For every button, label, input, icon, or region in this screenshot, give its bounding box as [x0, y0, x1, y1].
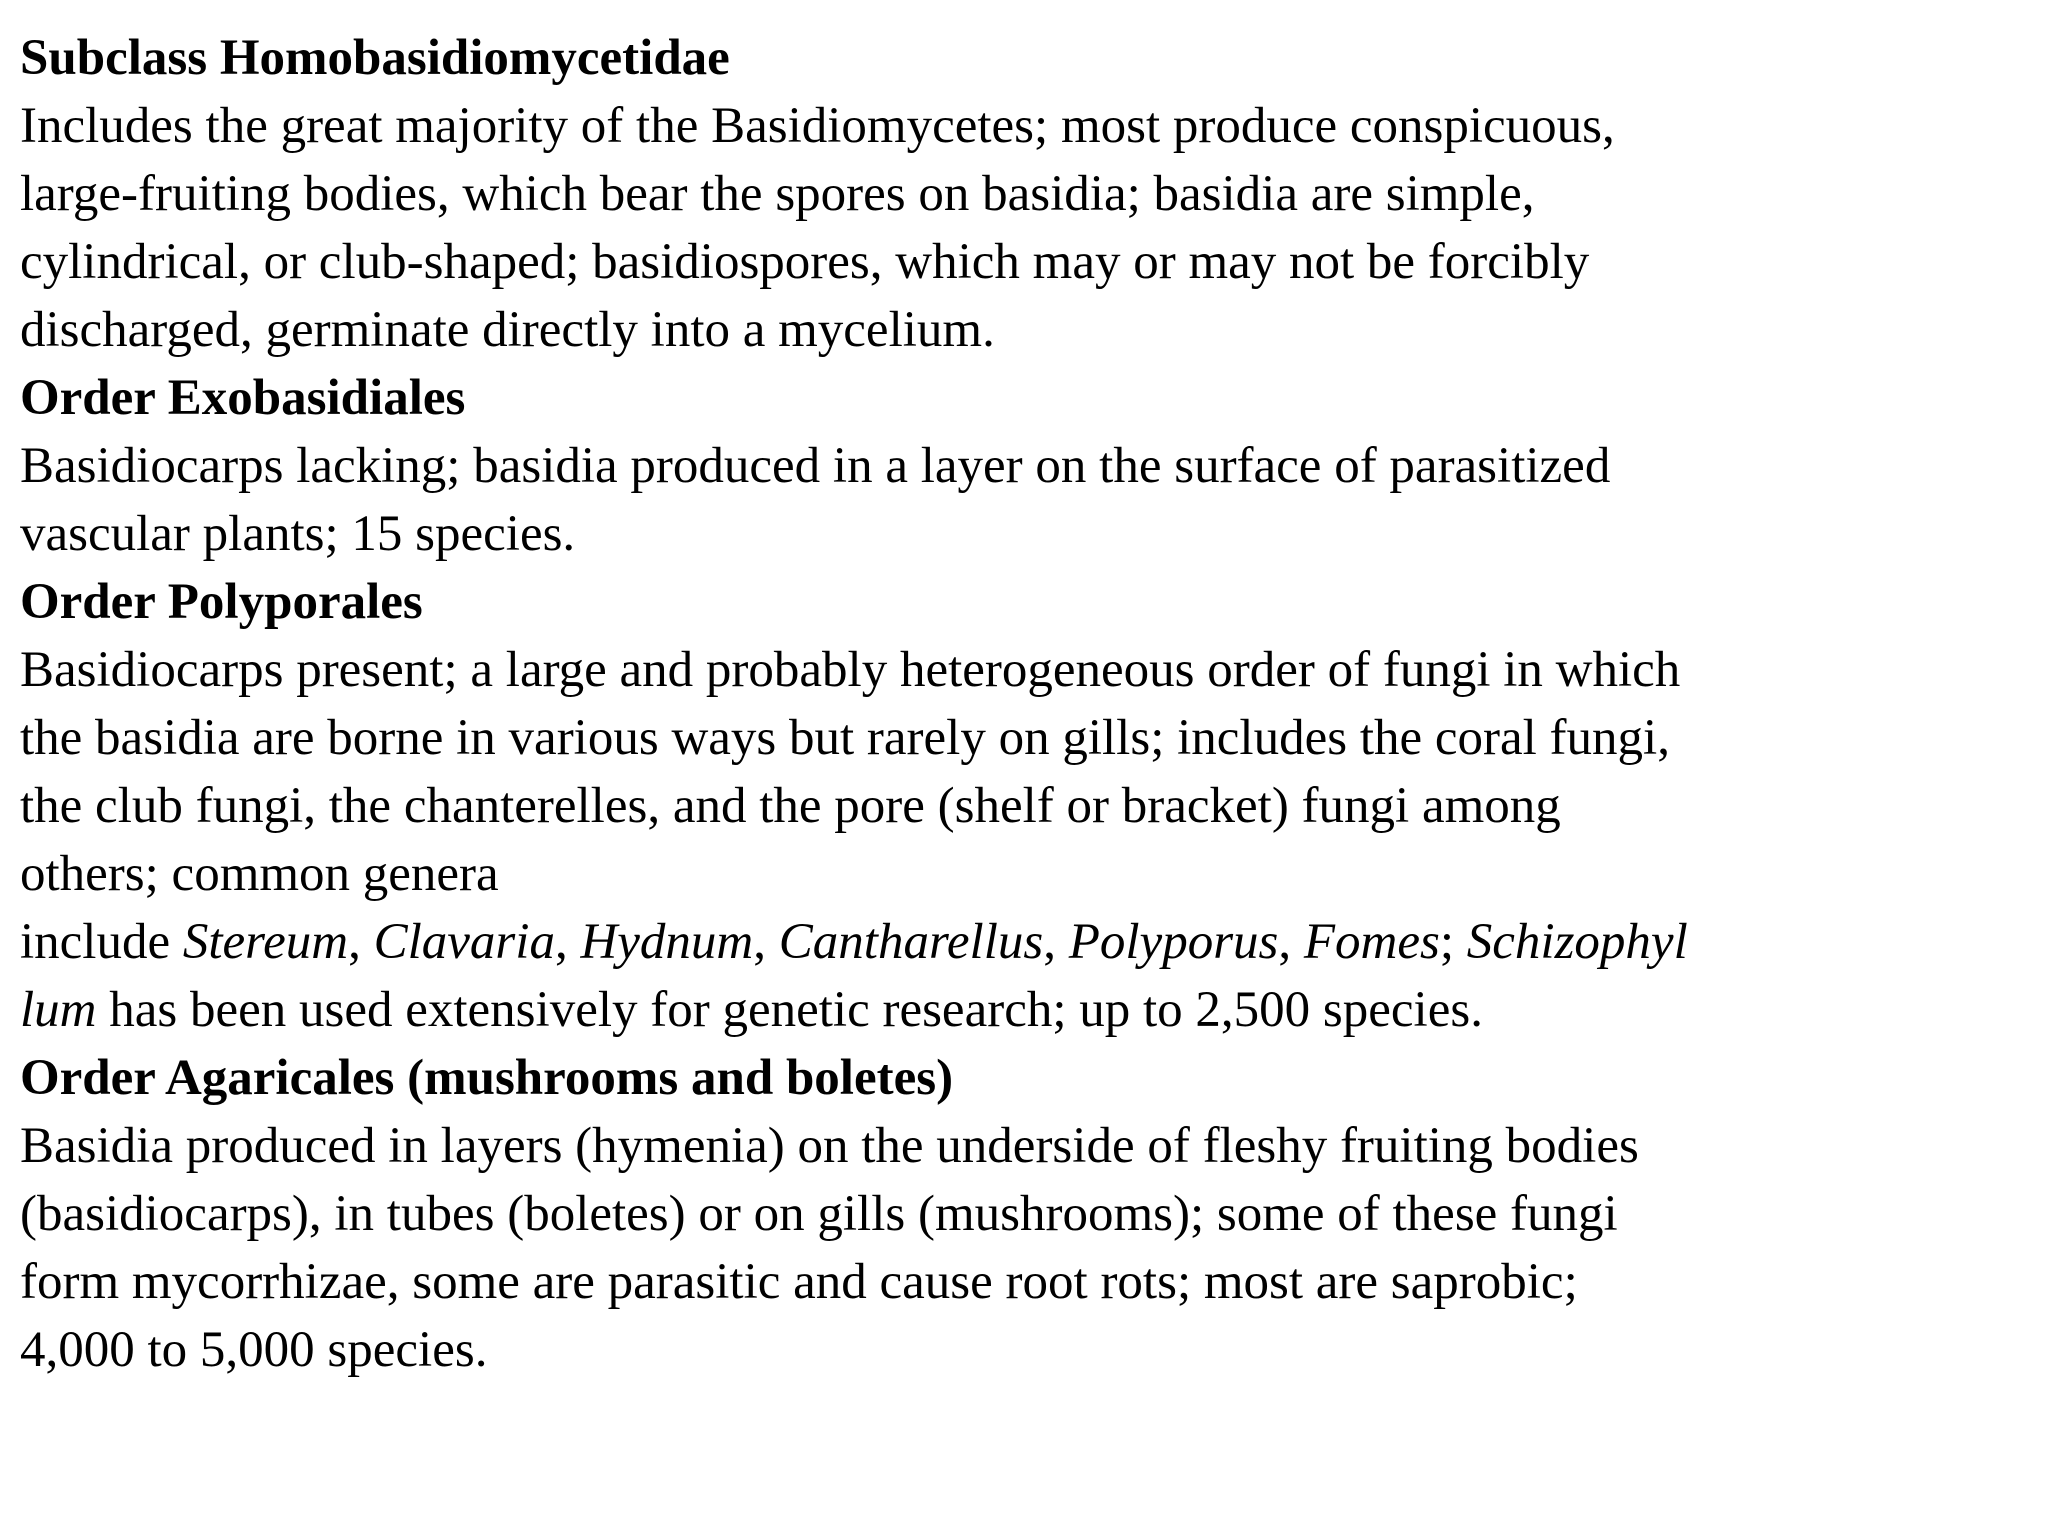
text-line: Includes the great majority of the Basidiomycetes; most produce conspicuous,	[20, 98, 1615, 154]
separator: ,	[348, 914, 374, 970]
section-heading-agaricales: Order Agaricales (mushrooms and boletes)	[20, 1050, 954, 1106]
text-line: Basidiocarps lacking; basidia produced in a layer on the surface of parasitized	[20, 438, 1611, 494]
genus-name: Hydnum	[580, 914, 754, 970]
genera-prefix: include	[20, 914, 183, 970]
genus-name: Fomes	[1303, 914, 1440, 970]
text-line: others; common genera	[20, 846, 499, 902]
text-line: Basidia produced in layers (hymenia) on the underside of fleshy fruiting bodies	[20, 1118, 1639, 1174]
separator: ,	[1278, 914, 1304, 970]
text-line: cylindrical, or club-shaped; basidiospores, which may or may not be forcibly	[20, 234, 1590, 290]
section-heading-homobasidiomycetidae: Subclass Homobasidiomycetidae	[20, 30, 730, 86]
text-line: (basidiocarps), in tubes (boletes) or on gills (mushrooms); some of these fungi	[20, 1186, 1618, 1242]
section-body-exobasidiales	[20, 432, 2020, 568]
genus-name: Stereum	[182, 914, 349, 970]
section-body-agaricales	[20, 1112, 2020, 1384]
text-line: form mycorrhizae, some are parasitic and cause root rots; most are saprobic;	[20, 1254, 1578, 1310]
section-heading-polyporales: Order Polyporales	[20, 574, 423, 630]
genus-name: Cantharellus	[778, 914, 1044, 970]
genus-name-part: lum	[20, 982, 97, 1038]
separator: ,	[554, 914, 581, 970]
genus-name-part: Schizophyl	[1466, 914, 1688, 970]
separator: ;	[1439, 914, 1467, 970]
genera-line	[20, 908, 2020, 976]
document-page	[20, 24, 2020, 1384]
separator: ,	[753, 914, 779, 970]
text-line: discharged, germinate directly into a mycelium.	[20, 302, 995, 358]
text-line: vascular plants; 15 species.	[20, 506, 576, 562]
text-line: the club fungi, the chanterelles, and the pore (shelf or bracket) fungi among	[20, 778, 1561, 834]
section-body-polyporales	[20, 636, 2020, 1044]
text-run: has been used extensively for genetic research; up to 2,500 species.	[96, 982, 1483, 1038]
separator: ,	[1043, 914, 1069, 970]
text-line: Basidiocarps present; a large and probably heterogeneous order of fungi in which	[20, 642, 1681, 698]
text-line	[20, 976, 2020, 1044]
text-line: the basidia are borne in various ways but rarely on gills; includes the coral fungi,	[20, 710, 1670, 766]
text-line: large-fruiting bodies, which bear the spores on basidia; basidia are simple,	[20, 166, 1535, 222]
section-body-homobasidiomycetidae	[20, 92, 2020, 364]
section-heading-exobasidiales: Order Exobasidiales	[20, 370, 466, 426]
text-line: 4,000 to 5,000 species.	[20, 1322, 488, 1378]
genus-name: Polyporus	[1068, 914, 1279, 970]
genus-name: Clavaria	[373, 914, 555, 970]
